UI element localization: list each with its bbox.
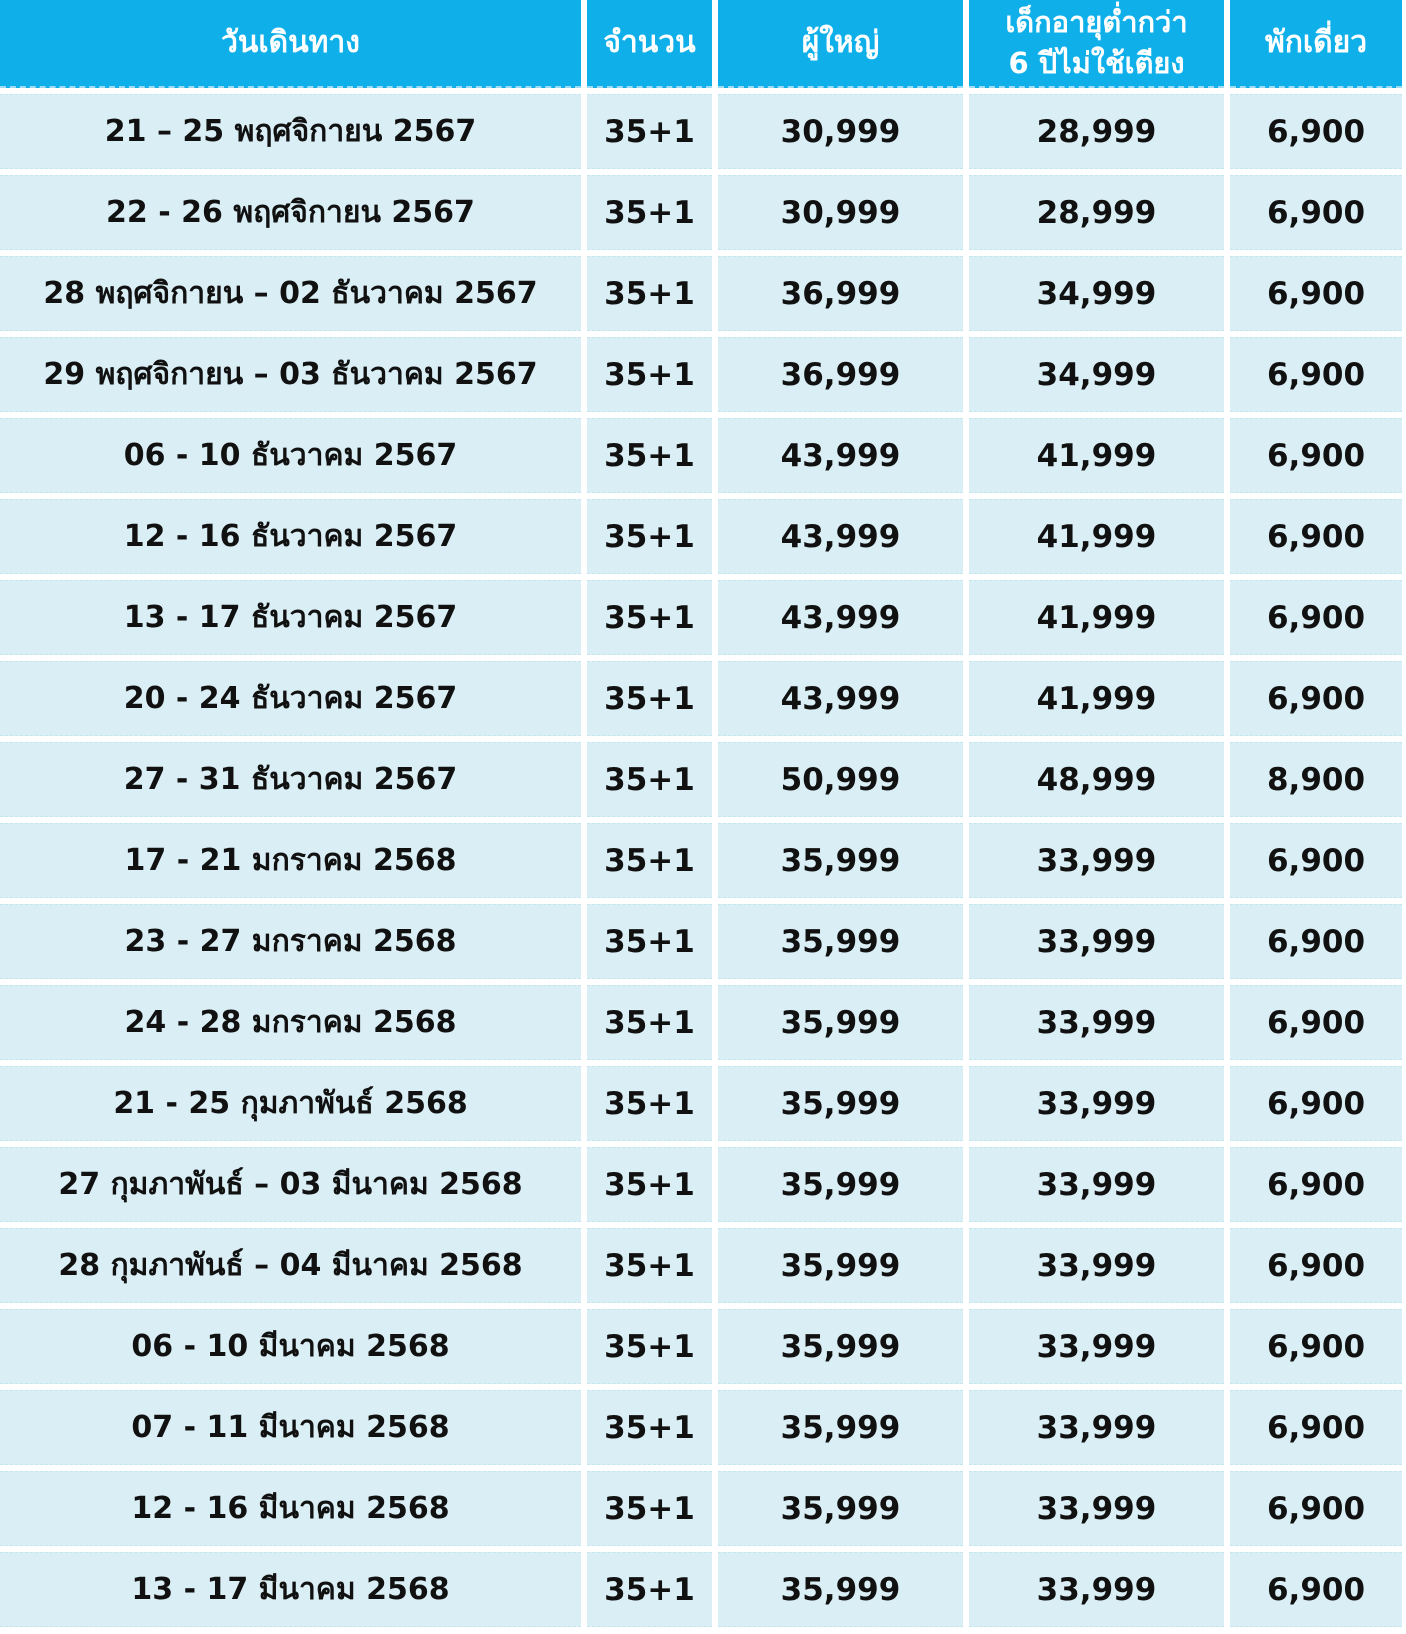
header-child-price bbox=[969, 0, 1224, 88]
cell-seats: 35+1 bbox=[587, 1228, 712, 1303]
cell-adult-price: 35,999 bbox=[718, 1309, 963, 1384]
cell-single-supplement: 8,900 bbox=[1230, 742, 1402, 817]
cell-single-supplement: 6,900 bbox=[1230, 1147, 1402, 1222]
cell-seats: 35+1 bbox=[587, 904, 712, 979]
cell-adult-price: 35,999 bbox=[718, 1390, 963, 1465]
header-single-supplement bbox=[1230, 0, 1402, 88]
cell-travel-date: 24 - 28 มกราคม 2568 bbox=[0, 985, 581, 1060]
cell-adult-price: 36,999 bbox=[718, 337, 963, 412]
cell-single-supplement: 6,900 bbox=[1230, 1309, 1402, 1384]
cell-single-supplement: 6,900 bbox=[1230, 1228, 1402, 1303]
cell-adult-price: 35,999 bbox=[718, 1228, 963, 1303]
cell-seats: 35+1 bbox=[587, 823, 712, 898]
cell-seats: 35+1 bbox=[587, 1471, 712, 1546]
cell-seats: 35+1 bbox=[587, 742, 712, 817]
cell-child-price: 28,999 bbox=[969, 94, 1224, 169]
cell-adult-price: 35,999 bbox=[718, 985, 963, 1060]
cell-travel-date: 22 - 26 พฤศจิกายน 2567 bbox=[0, 175, 581, 250]
cell-child-price: 34,999 bbox=[969, 256, 1224, 331]
cell-child-price: 33,999 bbox=[969, 904, 1224, 979]
cell-single-supplement: 6,900 bbox=[1230, 661, 1402, 736]
header-travel-date bbox=[0, 0, 581, 88]
cell-child-price: 34,999 bbox=[969, 337, 1224, 412]
cell-adult-price: 30,999 bbox=[718, 175, 963, 250]
cell-travel-date: 29 พฤศจิกายน – 03 ธันวาคม 2567 bbox=[0, 337, 581, 412]
cell-single-supplement: 6,900 bbox=[1230, 1471, 1402, 1546]
cell-single-supplement: 6,900 bbox=[1230, 580, 1402, 655]
cell-child-price: 33,999 bbox=[969, 1390, 1224, 1465]
cell-seats: 35+1 bbox=[587, 580, 712, 655]
cell-adult-price: 43,999 bbox=[718, 661, 963, 736]
cell-travel-date: 12 - 16 ธันวาคม 2567 bbox=[0, 499, 581, 574]
cell-child-price: 41,999 bbox=[969, 661, 1224, 736]
header-single-supplement-label: พักเดี่ยว bbox=[1264, 25, 1368, 60]
cell-adult-price: 35,999 bbox=[718, 1147, 963, 1222]
cell-single-supplement: 6,900 bbox=[1230, 94, 1402, 169]
cell-travel-date: 17 - 21 มกราคม 2568 bbox=[0, 823, 581, 898]
cell-adult-price: 35,999 bbox=[718, 1471, 963, 1546]
cell-single-supplement: 6,900 bbox=[1230, 985, 1402, 1060]
cell-seats: 35+1 bbox=[587, 94, 712, 169]
cell-child-price: 28,999 bbox=[969, 175, 1224, 250]
cell-child-price: 41,999 bbox=[969, 580, 1224, 655]
cell-adult-price: 36,999 bbox=[718, 256, 963, 331]
cell-travel-date: 27 - 31 ธันวาคม 2567 bbox=[0, 742, 581, 817]
cell-adult-price: 35,999 bbox=[718, 1066, 963, 1141]
cell-single-supplement: 6,900 bbox=[1230, 337, 1402, 412]
cell-seats: 35+1 bbox=[587, 1309, 712, 1384]
cell-seats: 35+1 bbox=[587, 1552, 712, 1627]
cell-child-price: 33,999 bbox=[969, 985, 1224, 1060]
cell-travel-date: 12 - 16 มีนาคม 2568 bbox=[0, 1471, 581, 1546]
cell-seats: 35+1 bbox=[587, 985, 712, 1060]
cell-travel-date: 06 - 10 ธันวาคม 2567 bbox=[0, 418, 581, 493]
cell-travel-date: 07 - 11 มีนาคม 2568 bbox=[0, 1390, 581, 1465]
cell-child-price: 33,999 bbox=[969, 1228, 1224, 1303]
cell-single-supplement: 6,900 bbox=[1230, 1066, 1402, 1141]
header-adult-price bbox=[718, 0, 963, 88]
cell-travel-date: 13 - 17 ธันวาคม 2567 bbox=[0, 580, 581, 655]
cell-seats: 35+1 bbox=[587, 661, 712, 736]
cell-travel-date: 23 - 27 มกราคม 2568 bbox=[0, 904, 581, 979]
cell-seats: 35+1 bbox=[587, 175, 712, 250]
cell-adult-price: 35,999 bbox=[718, 823, 963, 898]
cell-child-price: 33,999 bbox=[969, 1147, 1224, 1222]
cell-travel-date: 27 กุมภาพันธ์ – 03 มีนาคม 2568 bbox=[0, 1147, 581, 1222]
header-travel-date-label: วันเดินทาง bbox=[221, 25, 360, 60]
cell-travel-date: 21 – 25 พฤศจิกายน 2567 bbox=[0, 94, 581, 169]
cell-adult-price: 30,999 bbox=[718, 94, 963, 169]
cell-seats: 35+1 bbox=[587, 337, 712, 412]
header-child-line2: 6 ปีไม่ใช้เตียง bbox=[1008, 46, 1185, 80]
cell-single-supplement: 6,900 bbox=[1230, 904, 1402, 979]
cell-single-supplement: 6,900 bbox=[1230, 418, 1402, 493]
header-seats-label: จำนวน bbox=[603, 25, 696, 60]
cell-seats: 35+1 bbox=[587, 1390, 712, 1465]
cell-single-supplement: 6,900 bbox=[1230, 823, 1402, 898]
cell-single-supplement: 6,900 bbox=[1230, 256, 1402, 331]
cell-travel-date: 20 - 24 ธันวาคม 2567 bbox=[0, 661, 581, 736]
cell-child-price: 48,999 bbox=[969, 742, 1224, 817]
header-child-line1: เด็กอายุต่ำกว่า bbox=[1005, 5, 1188, 39]
cell-seats: 35+1 bbox=[587, 418, 712, 493]
cell-single-supplement: 6,900 bbox=[1230, 175, 1402, 250]
cell-child-price: 33,999 bbox=[969, 823, 1224, 898]
cell-single-supplement: 6,900 bbox=[1230, 499, 1402, 574]
cell-adult-price: 43,999 bbox=[718, 418, 963, 493]
cell-seats: 35+1 bbox=[587, 1147, 712, 1222]
header-seats bbox=[587, 0, 712, 88]
cell-adult-price: 35,999 bbox=[718, 904, 963, 979]
cell-single-supplement: 6,900 bbox=[1230, 1552, 1402, 1627]
cell-child-price: 33,999 bbox=[969, 1471, 1224, 1546]
cell-child-price: 33,999 bbox=[969, 1309, 1224, 1384]
cell-child-price: 33,999 bbox=[969, 1552, 1224, 1627]
cell-child-price: 41,999 bbox=[969, 418, 1224, 493]
cell-adult-price: 43,999 bbox=[718, 499, 963, 574]
cell-adult-price: 43,999 bbox=[718, 580, 963, 655]
cell-travel-date: 28 กุมภาพันธ์ – 04 มีนาคม 2568 bbox=[0, 1228, 581, 1303]
cell-single-supplement: 6,900 bbox=[1230, 1390, 1402, 1465]
cell-seats: 35+1 bbox=[587, 1066, 712, 1141]
cell-travel-date: 13 - 17 มีนาคม 2568 bbox=[0, 1552, 581, 1627]
cell-child-price: 41,999 bbox=[969, 499, 1224, 574]
cell-travel-date: 06 - 10 มีนาคม 2568 bbox=[0, 1309, 581, 1384]
cell-adult-price: 35,999 bbox=[718, 1552, 963, 1627]
cell-travel-date: 21 - 25 กุมภาพันธ์ 2568 bbox=[0, 1066, 581, 1141]
cell-seats: 35+1 bbox=[587, 499, 712, 574]
cell-adult-price: 50,999 bbox=[718, 742, 963, 817]
cell-child-price: 33,999 bbox=[969, 1066, 1224, 1141]
cell-seats: 35+1 bbox=[587, 256, 712, 331]
header-adult-price-label: ผู้ใหญ่ bbox=[801, 25, 880, 60]
cell-travel-date: 28 พฤศจิกายน – 02 ธันวาคม 2567 bbox=[0, 256, 581, 331]
